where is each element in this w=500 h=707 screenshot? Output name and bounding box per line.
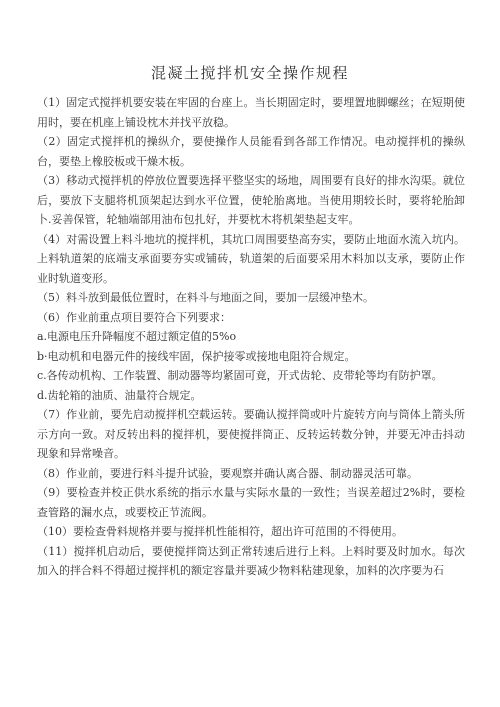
list-item-b: b·电动机和电器元件的接线牢固，保护接零或接地电阻符合规定。	[37, 349, 356, 363]
paragraph-11: （11）搅拌机启动后，要使搅拌筒达到正常转速后进行上料。上料时要及时加水。每次加入的拌合料不得超过搅拌机的额定容量并要减少物料粘建现象，加料的次序要为石	[37, 544, 465, 577]
paragraph-1: （1）固定式搅拌机要安装在牢固的台座上。当长期固定时，要埋置地脚螺丝；在短期使用时，要在机座上铺设枕木并找平放稳。	[37, 96, 465, 129]
paragraph-8: （8）作业前，要进行料斗提升试验，要观察并确认离合器、制动器灵活可靠。	[37, 466, 418, 480]
paragraph-3: （3）移动式搅拌机的停放位置要选择平整坚实的场地，周围要有良好的排水沟渠。就位后，要放下支腿将机顶架起达到水平位置，使轮胎离地。当使用期较长时，要将轮胎卸卜.妥善保管，轮轴端部用油布包扎好，并要枕木将机架垫起支牢。	[37, 174, 465, 226]
paragraph-2: （2）固定式搅拌机的操纵介，要使操作人员能看到各部工作情况。电动搅拌机的操纵台，要垫上橡胶板或干燥木板。	[37, 135, 465, 168]
list-item-a: a.电源电压升降幅度不超过额定值的5%o	[37, 330, 237, 343]
document-title: 混凝土搅拌机安全操作规程	[150, 64, 349, 82]
paragraph-9: （9）要检查并校正供水系统的指示水量与实际水量的一致性；当误差超过2%时，要检查管路的漏水点，或要校正节流阀。	[37, 486, 465, 519]
paragraph-7: （7）作业前，要先启动搅拌机空载运转。要确认搅拌筒或叶片旋转方向与筒体上箭头所示方向一致。对反转出料的搅拌机，要使搅拌筒正、反转运转数分钟，并要无冲击抖动现象和异常噪音。	[37, 408, 465, 460]
paragraph-4: （4）对需设置上料斗地坑的搅拌机，其坑口周围要垫高夯实，要防止地面水流入坑内。上料轨道架的底端支承面要夯实或铺砖，轨道架的后面要采用木料加以支承，要防止作业时轨道变形。	[37, 232, 465, 285]
paragraph-10: （10）要检查骨料规格并要与搅拌机性能相符，超出许可范围的不得使用。	[37, 525, 403, 538]
list-item-c: c.各传动机构、工作装置、制动器等均紧固可竟，开式齿轮、皮带轮等均有防护罩。	[37, 369, 443, 382]
paragraph-5: （5）料斗放到最低位置时，在料斗与地面之间，要加一层缓冲垫木。	[37, 291, 374, 304]
document-body	[37, 93, 465, 581]
paragraph-6: （6）作业前重点项目要符合下列要求：	[37, 310, 231, 324]
list-item-d: d.齿轮箱的油质、油量符合规定。	[37, 388, 202, 402]
